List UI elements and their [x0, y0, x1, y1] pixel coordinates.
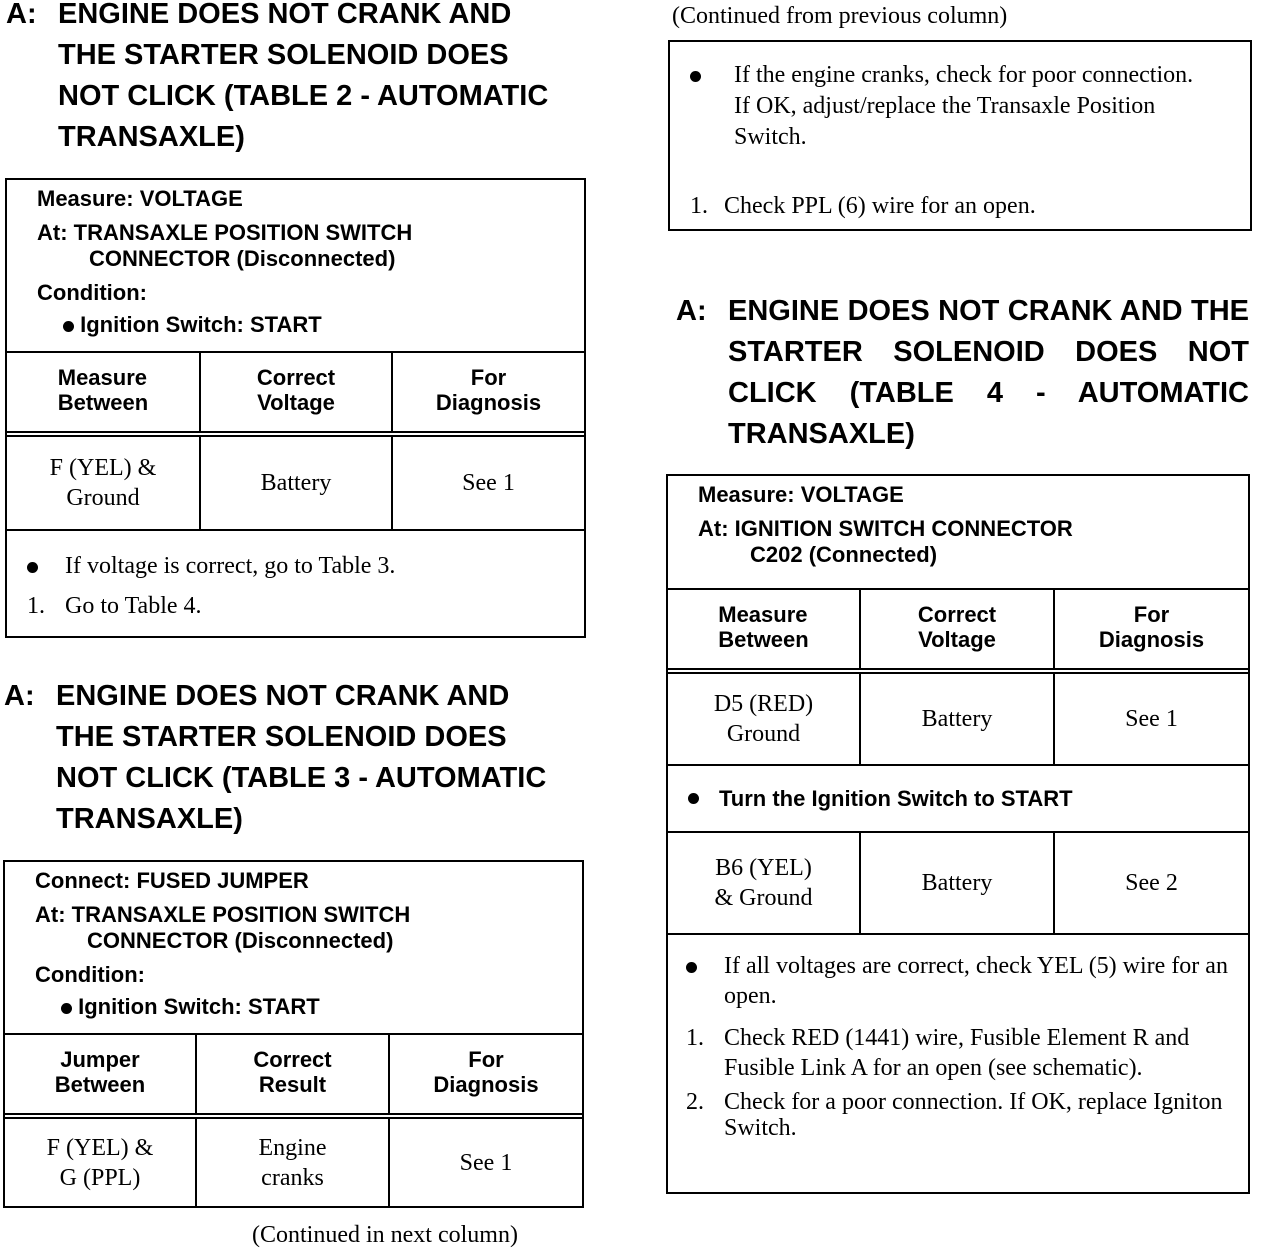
- continued-notes-box: [668, 40, 1252, 231]
- continued-next-note: (Continued in next column): [252, 1222, 518, 1248]
- col-jumper-between: Jumper Between: [5, 1035, 197, 1113]
- heading-tag: A:: [6, 0, 37, 30]
- condition-label: Condition:: [37, 280, 147, 305]
- bullet-icon: [61, 1003, 72, 1014]
- expected-voltage: Battery: [861, 674, 1055, 764]
- col-measure-between: Measure Between: [7, 353, 201, 431]
- table3-conditions: [5, 862, 582, 1035]
- col-for-diagnosis: For Diagnosis: [1098, 602, 1205, 652]
- table3: [3, 860, 584, 1208]
- at-line: At: IGNITION SWITCH CONNECTOR: [698, 516, 1073, 541]
- instruction-row: [668, 766, 1248, 833]
- at-line: At: TRANSAXLE POSITION SWITCH: [37, 220, 413, 245]
- table4-conditions: [668, 476, 1248, 590]
- table4-column-headers: [668, 590, 1248, 674]
- bullet-icon: [688, 793, 699, 804]
- measure-line: Measure: VOLTAGE: [37, 186, 243, 211]
- bullet-icon: [690, 71, 701, 82]
- table4: [666, 474, 1250, 1194]
- table-row: [668, 674, 1248, 766]
- table2-column-headers: [7, 353, 584, 437]
- table-row: [7, 437, 584, 531]
- bullet-icon: [27, 562, 38, 573]
- at-line-cont: C202 (Connected): [750, 542, 938, 567]
- heading-line: ENGINE DOES NOT CRANK AND THE: [728, 295, 1249, 327]
- table4-heading: [676, 291, 1249, 455]
- heading-tag: A:: [676, 295, 707, 327]
- note-item: If the engine cranks, check for poor connection. If OK, adjust/replace the Transaxle Position Switch.: [690, 60, 1210, 153]
- heading-line: NOT CLICK (TABLE 2 - AUTOMATIC: [58, 80, 549, 112]
- continued-from-note: (Continued from previous column): [672, 3, 1008, 29]
- note-item: 2. Check for a poor connection. If OK, replace Igniton Switch.: [686, 1089, 1223, 1141]
- instruction-text: Turn the Ignition Switch to START: [719, 785, 1073, 811]
- heading-tag: A:: [4, 680, 35, 712]
- col-correct-voltage: Correct Voltage: [861, 590, 1055, 668]
- at-line-cont: CONNECTOR (Disconnected): [87, 928, 394, 953]
- measure-line: Measure: VOLTAGE: [698, 482, 904, 507]
- heading-line: CLICK (TABLE 4 - AUTOMATIC: [728, 377, 1249, 409]
- table3-column-headers: [5, 1035, 582, 1119]
- measure-points: B6 (YEL) & Ground: [668, 833, 861, 933]
- heading-line: ENGINE DOES NOT CRANK AND: [56, 680, 510, 712]
- table2-heading: [6, 0, 586, 158]
- expected-voltage: Battery: [861, 833, 1055, 933]
- diagnosis-ref: See 1: [462, 470, 515, 496]
- bullet-icon: [63, 321, 74, 332]
- table3-heading: [4, 676, 584, 840]
- heading-line: ENGINE DOES NOT CRANK AND: [58, 0, 512, 30]
- condition-item: Ignition Switch: START: [37, 312, 584, 338]
- note-item: If all voltages are correct, check YEL (5) wire for an open.: [686, 951, 1228, 1011]
- at-line-cont: CONNECTOR (Disconnected): [89, 246, 396, 271]
- heading-line: NOT CLICK (TABLE 3 - AUTOMATIC: [56, 762, 547, 794]
- col-for-diagnosis: For Diagnosis: [433, 1047, 539, 1097]
- table2-conditions: [7, 180, 584, 353]
- heading-line: TRANSAXLE): [58, 121, 245, 153]
- note-item: 1. Check RED (1441) wire, Fusible Element R and Fusible Link A for an open (see schematic).: [686, 1025, 1190, 1081]
- note-item: 1. Go to Table 4.: [27, 593, 202, 619]
- table-row: [668, 833, 1248, 935]
- col-for-diagnosis: For Diagnosis: [435, 365, 542, 415]
- col-correct-result: Correct Result: [197, 1035, 390, 1113]
- measure-points: D5 (RED) Ground: [668, 674, 861, 764]
- condition-label: Condition:: [35, 962, 145, 987]
- heading-line: THE STARTER SOLENOID DOES: [56, 721, 507, 753]
- table2: [5, 178, 586, 638]
- heading-line: TRANSAXLE): [728, 418, 915, 450]
- connect-line: Connect: FUSED JUMPER: [35, 868, 309, 893]
- note-item: If voltage is correct, go to Table 3.: [27, 551, 570, 581]
- col-correct-voltage: Correct Voltage: [201, 353, 393, 431]
- expected-voltage: Battery: [201, 437, 393, 529]
- diagnosis-ref: See 1: [1125, 706, 1178, 732]
- heading-line: STARTER SOLENOID DOES NOT: [728, 336, 1249, 368]
- col-measure-between: Measure Between: [668, 590, 861, 668]
- diagnosis-ref: See 2: [1125, 870, 1178, 896]
- condition-item: Ignition Switch: START: [35, 994, 582, 1020]
- diagnosis-ref: See 1: [459, 1149, 513, 1176]
- table-row: [5, 1119, 582, 1206]
- heading-line: THE STARTER SOLENOID DOES: [58, 39, 509, 71]
- bullet-icon: [686, 962, 697, 973]
- heading-line: TRANSAXLE): [56, 803, 243, 835]
- expected-result: Engine cranks: [197, 1119, 390, 1206]
- table4-notes: [668, 935, 1248, 1141]
- jumper-points: F (YEL) & G (PPL): [5, 1119, 197, 1206]
- table2-notes: [7, 531, 584, 621]
- measure-points: F (YEL) & Ground: [7, 437, 201, 529]
- note-item: 1. Check PPL (6) wire for an open.: [690, 193, 1036, 219]
- at-line: At: TRANSAXLE POSITION SWITCH: [35, 902, 411, 927]
